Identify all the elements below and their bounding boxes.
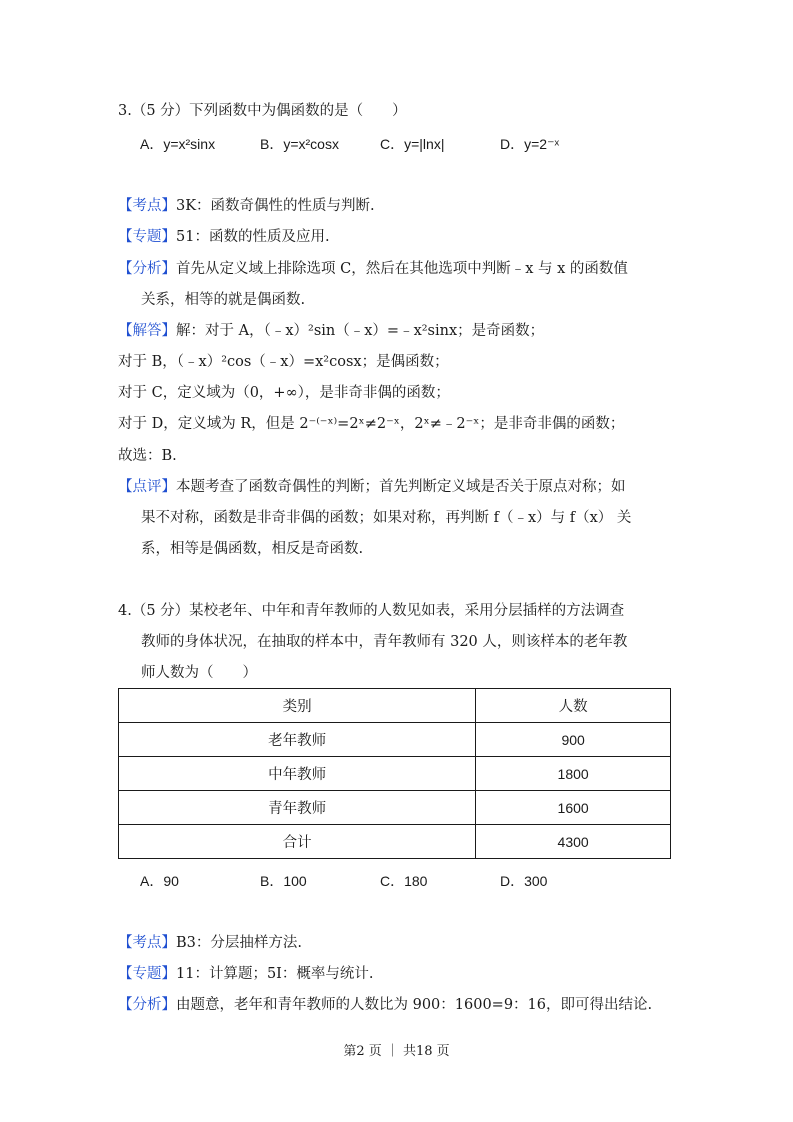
q4-option-b: B．100 <box>260 873 307 889</box>
q3-fenxi-line1: 首先从定义域上排除选项 C，然后在其他选项中判断﹣x 与 x 的函数值 <box>176 261 628 277</box>
q3-zhuanti-text: 51：函数的性质及应用. <box>176 229 330 245</box>
q3-option-b: B．y=x²cosx <box>260 136 339 152</box>
q3-stem: 3.（5 分）下列函数中为偶函数的是（ ） <box>118 103 407 119</box>
table-row <box>119 757 671 791</box>
q4-kaodian-tag: 【考点】 <box>118 935 176 951</box>
q3-jieda-line4: 对于 D，定义域为 R，但是 2⁻⁽⁻ˣ⁾=2ˣ≠2⁻ˣ，2ˣ≠﹣2⁻ˣ；是非奇非偶的函数； <box>118 416 625 432</box>
q3-jieda-line3: 对于 C，定义域为（0，+∞），是非奇非偶的函数； <box>118 385 450 401</box>
q3-kaodian-tag: 【考点】 <box>118 198 176 214</box>
q3-dianping <box>118 477 626 497</box>
q4-kaodian <box>118 933 302 953</box>
q3-jieda-tag: 【解答】 <box>118 323 176 339</box>
q4-zhuanti-tag: 【专题】 <box>118 966 176 982</box>
q3-kaodian <box>118 196 375 216</box>
q3-option-c: C．y=|lnx| <box>380 136 445 152</box>
q3-kaodian-text: 3K：函数奇偶性的性质与判断. <box>176 198 375 214</box>
table-header-row <box>119 689 671 723</box>
q3-jieda-line5: 故选：B. <box>118 448 177 464</box>
table-cell-count: 1600 <box>476 791 671 825</box>
table-cell-category: 中年教师 <box>119 757 476 791</box>
q4-options <box>140 871 620 891</box>
teacher-count-table <box>118 688 671 859</box>
q4-zhuanti-text: 11：计算题；5I：概率与统计. <box>176 966 374 982</box>
q3-options <box>140 134 620 154</box>
q3-fenxi-line2: 关系，相等的就是偶函数. <box>141 292 306 308</box>
q3-option-a: A．y=x²sinx <box>140 136 216 152</box>
table-cell-count: 900 <box>476 723 671 757</box>
q4-zhuanti <box>118 964 374 984</box>
table-cell-count: 4300 <box>476 825 671 859</box>
page-footer: 第2 页 ｜ 共18 页 <box>343 1044 450 1059</box>
q4-kaodian-text: B3：分层抽样方法. <box>176 935 302 951</box>
q3-jieda <box>118 321 544 341</box>
q3-option-d: D．y=2⁻ˣ <box>500 136 560 152</box>
q4-option-a: A．90 <box>140 873 179 889</box>
table-cell-category: 合计 <box>119 825 476 859</box>
q4-fenxi <box>118 995 652 1015</box>
table-cell-count: 1800 <box>476 757 671 791</box>
q3-zhuanti <box>118 227 330 247</box>
q3-dianping-tag: 【点评】 <box>118 479 176 495</box>
q4-stem-line2: 教师的身体状况，在抽取的样本中，青年教师有 320 人，则该样本的老年教 <box>141 634 628 650</box>
q4-option-d: D．300 <box>500 873 548 889</box>
q3-zhuanti-tag: 【专题】 <box>118 229 176 245</box>
q4-stem-line1: 4.（5 分）某校老年、中年和青年教师的人数见如表，采用分层插样的方法调查 <box>118 603 625 619</box>
q4-fenxi-tag: 【分析】 <box>118 997 176 1013</box>
q3-dianping-line3: 系，相等是偶函数，相反是奇函数. <box>141 541 364 557</box>
q4-stem-line3: 师人数为（ ） <box>141 665 257 681</box>
q3-fenxi <box>118 259 628 279</box>
q4-option-c: C．180 <box>380 873 428 889</box>
table-row <box>119 723 671 757</box>
q4-fenxi-text: 由题意，老年和青年教师的人数比为 900：1600=9：16，即可得出结论. <box>176 997 653 1013</box>
table-header-category: 类别 <box>119 689 476 723</box>
table-row <box>119 791 671 825</box>
table-row <box>119 825 671 859</box>
q3-jieda-line1: 解：对于 A，（﹣x）²sin（﹣x）=﹣x²sinx；是奇函数； <box>176 323 545 339</box>
table-cell-category: 老年教师 <box>119 723 476 757</box>
q3-jieda-line2: 对于 B，（﹣x）²cos（﹣x）=x²cosx；是偶函数； <box>118 354 449 370</box>
table-header-count: 人数 <box>476 689 671 723</box>
q3-dianping-line1: 本题考查了函数奇偶性的判断；首先判断定义域是否关于原点对称；如 <box>176 479 626 495</box>
table-cell-category: 青年教师 <box>119 791 476 825</box>
q3-fenxi-tag: 【分析】 <box>118 261 176 277</box>
q3-dianping-line2: 果不对称，函数是非奇非偶的函数；如果对称，再判断 f（﹣x）与 f（x） 关 <box>141 510 632 526</box>
